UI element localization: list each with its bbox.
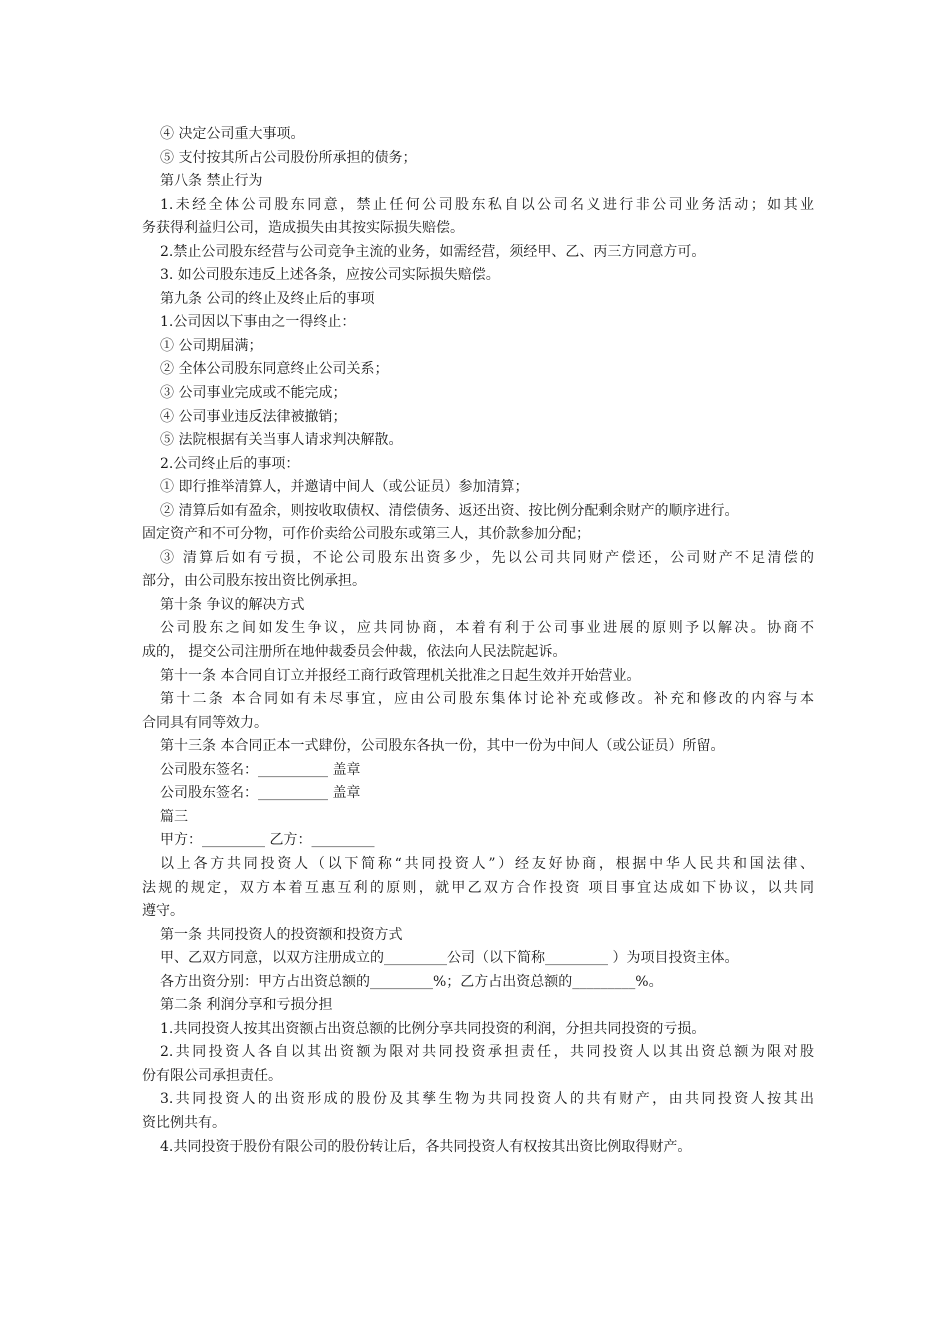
text-line: 第十二条 本合同如有未尽事宜，应由公司股东集体讨论补充或修改。补充和修改的内容与本 bbox=[160, 691, 814, 708]
text-line: 1.未经全体公司股东同意，禁止任何公司股东私自以公司名义进行非公司业务活动；如其业 bbox=[160, 196, 814, 213]
text-line: 3. 如公司股东违反上述各条，应按公司实际损失赔偿。 bbox=[160, 267, 500, 284]
text-line: 篇三 bbox=[160, 808, 188, 825]
text-line: 甲方：_________ 乙方：_________ bbox=[160, 832, 375, 849]
text-line: ⑤ 支付按其所占公司股份所承担的债务； bbox=[160, 149, 417, 166]
text-line: 甲、乙双方同意，以双方注册成立的_________公司（以下简称_________ ）为项目投资主体。 bbox=[160, 950, 739, 967]
text-line: 各方出资分别：甲方占出资总额的_________%；乙方占出资总额的_________%。 bbox=[160, 973, 663, 990]
text-line: 份有限公司承担责任。 bbox=[142, 1067, 282, 1084]
text-line: ④ 公司事业违反法律被撤销； bbox=[160, 408, 347, 425]
text-line: 遵守。 bbox=[142, 903, 184, 920]
text-line: 合同具有同等效力。 bbox=[142, 714, 268, 731]
text-line: 第十一条 本合同自订立并报经工商行政管理机关批准之日起生效并开始营业。 bbox=[160, 667, 641, 684]
text-line: 公司股东签名：__________ 盖章 bbox=[160, 761, 361, 778]
text-line: 资比例共有。 bbox=[142, 1114, 226, 1131]
text-line: 2.共同投资人各自以其出资额为限对共同投资承担责任，共同投资人以其出资总额为限对股 bbox=[160, 1044, 814, 1061]
text-line: ① 公司期届满； bbox=[160, 337, 263, 354]
text-line: 第一条 共同投资人的投资额和投资方式 bbox=[160, 926, 403, 943]
text-line: 公司股东签名：__________ 盖章 bbox=[160, 785, 361, 802]
text-line: ④ 决定公司重大事项。 bbox=[160, 126, 305, 142]
text-line: 第九条 公司的终止及终止后的事项 bbox=[160, 290, 375, 307]
text-line: 法规的规定，双方本着互惠互利的原则，就甲乙双方合作投资 项目事宜达成如下协议，以共同 bbox=[142, 879, 814, 896]
text-line: 以上各方共同投资人（以下简称“共同投资人”）经友好协商，根据中华人民共和国法律、 bbox=[160, 855, 814, 872]
text-line: ① 即行推举清算人，并邀请中间人（或公证员）参加清算； bbox=[160, 479, 529, 496]
text-line: 1.公司因以下事由之一得终止： bbox=[160, 314, 356, 331]
text-line: 第八条 禁止行为 bbox=[160, 173, 263, 190]
text-line: 第十条 争议的解决方式 bbox=[160, 596, 305, 613]
text-line: 固定资产和不可分物，可作价卖给公司股东或第三人，其价款参加分配； bbox=[142, 526, 590, 543]
text-line: ⑤ 法院根据有关当事人请求判决解散。 bbox=[160, 432, 403, 449]
text-line: 公司股东之间如发生争议，应共同协商，本着有利于公司事业进展的原则予以解决。协商不 bbox=[160, 620, 814, 637]
text-line: ② 全体公司股东同意终止公司关系； bbox=[160, 361, 389, 378]
text-line: 成的， 提交公司注册所在地仲裁委员会仲裁，依法向人民法院起诉。 bbox=[142, 644, 567, 661]
text-line: ③ 公司事业完成或不能完成； bbox=[160, 385, 347, 402]
text-line: 4.共同投资于股份有限公司的股份转让后，各共同投资人有权按其出资比例取得财产。 bbox=[160, 1138, 692, 1155]
text-line: 部分，由公司股东按出资比例承担。 bbox=[142, 573, 366, 590]
text-line: ③ 清算后如有亏损，不论公司股东出资多少，先以公司共同财产偿还，公司财产不足清偿的 bbox=[160, 549, 814, 566]
document-body bbox=[142, 123, 814, 1159]
text-line: 2.公司终止后的事项： bbox=[160, 455, 300, 472]
text-line: 务获得利益归公司，造成损失由其按实际损失赔偿。 bbox=[142, 220, 464, 237]
text-line: 第十三条 本合同正本一式肆份，公司股东各执一份，其中一份为中间人（或公证员）所留。 bbox=[160, 738, 725, 755]
text-line: 2.禁止公司股东经营与公司竞争主流的业务，如需经营，须经甲、乙、丙三方同意方可。 bbox=[160, 243, 706, 260]
text-line: 1.共同投资人按其出资额占出资总额的比例分享共同投资的利润，分担共同投资的亏损。 bbox=[160, 1020, 706, 1037]
text-line: 3.共同投资人的出资形成的股份及其孳生物为共同投资人的共有财产，由共同投资人按其出 bbox=[160, 1091, 814, 1108]
text-line: 第二条 利润分享和亏损分担 bbox=[160, 997, 333, 1014]
text-line: ② 清算后如有盈余，则按收取债权、清偿债务、返还出资、按比例分配剩余财产的顺序进行。 bbox=[160, 502, 739, 519]
